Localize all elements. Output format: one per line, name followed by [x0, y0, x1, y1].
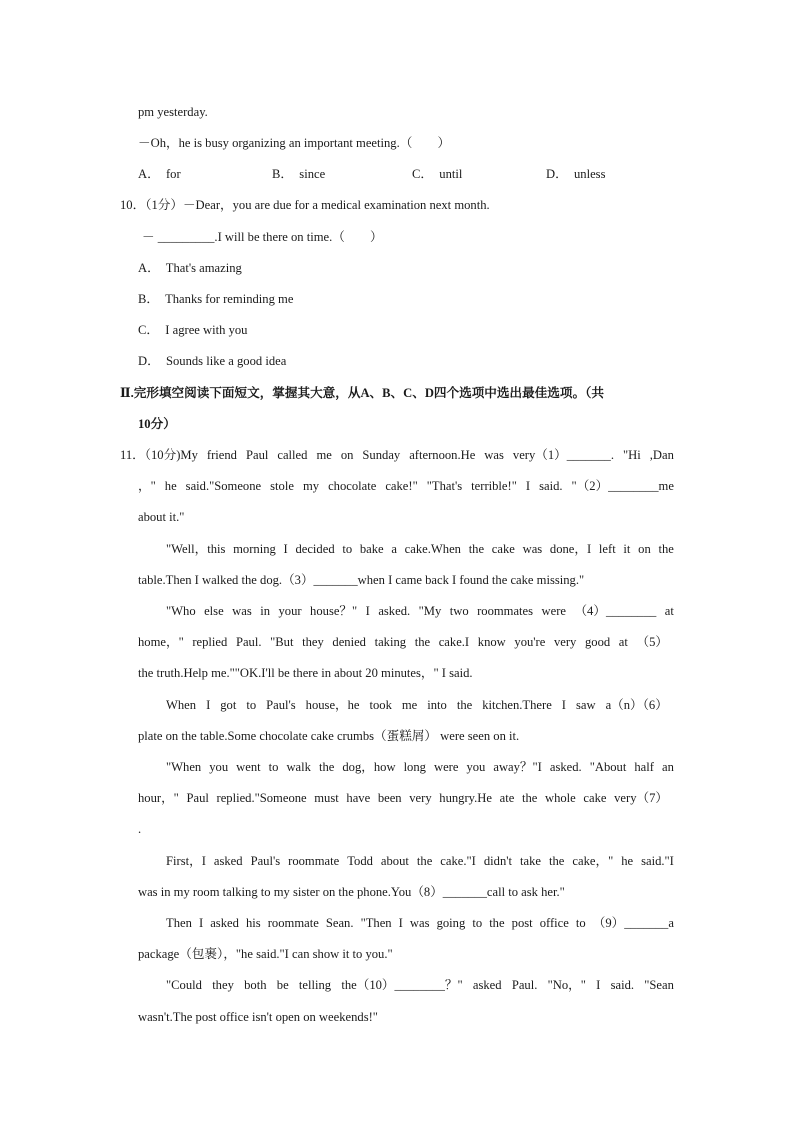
passage-line: about it." [138, 510, 185, 524]
section-heading-cont: 10分） [138, 417, 176, 431]
q10-option-d: D． Sounds like a good idea [138, 354, 287, 368]
passage-line: home，" replied Paul. "But they denied taking the cake.I know you're very good at （5） [138, 635, 668, 649]
q10-response-line: － _________.I will be there on time.（ ） [142, 230, 383, 244]
q9-option-c: C． until [412, 167, 463, 181]
passage-line: "Could they both be telling the（10）________？" asked Paul. "No，" I said. "Sean [166, 978, 674, 992]
q9-response-line: －Oh，he is busy organizing an important meeting.（ ） [138, 136, 451, 150]
q10-option-a: A． That's amazing [138, 261, 242, 275]
passage-line: table.Then I walked the dog.（3）_______when I came back I found the cake missing." [138, 573, 585, 587]
passage-line: When I got to Paul's house，he took me into the kitchen.There I saw a（n）（6） [166, 698, 668, 712]
passage-line: hour，" Paul replied."Someone must have been very hungry.He ate the whole cake very（7） [138, 791, 668, 805]
passage-line: First，I asked Paul's roommate Todd about the cake."I didn't take the cake，" he said."I [166, 854, 674, 868]
passage-line: 11．（10分)My friend Paul called me on Sunday afternoon.He was very（1）_______. "Hi ,Dan [120, 448, 674, 462]
q10-option-c: C． I agree with you [138, 323, 248, 337]
passage-line: "Who else was in your house？" I asked. "My two roommates were （4）________ at [166, 604, 674, 618]
q9-option-a: A． for [138, 167, 181, 181]
q10-stem: 10．（1分）－Dear，you are due for a medical examination next month. [120, 198, 490, 212]
passage-line: Then I asked his roommate Sean. "Then I was going to the post office to （9）_______a [166, 916, 674, 930]
passage-line: was in my room talking to my sister on the phone.You（8）_______call to ask her." [138, 885, 565, 899]
passage-line: package（包裹），"he said."I can show it to you." [138, 947, 393, 961]
passage-line: "When you went to walk the dog，how long were you away？"I asked. "About half an [166, 760, 674, 774]
passage-line: . [138, 822, 142, 836]
q9-option-b: B． since [272, 167, 326, 181]
q9-option-d: D． unless [546, 167, 606, 181]
passage-line: "Well，this morning I decided to bake a cake.When the cake was done，I left it on the [166, 542, 674, 556]
passage-line: the truth.Help me.""OK.I'll be there in about 20 minutes，" I said. [138, 666, 473, 680]
section-heading: Ⅱ.完形填空阅读下面短文，掌握其大意，从A、B、C、D四个选项中选出最佳选项。（共 [120, 386, 604, 400]
q9-stem-continuation: pm yesterday. [138, 105, 208, 119]
passage-line: plate on the table.Some chocolate cake crumbs（蛋糕屑） were seen on it. [138, 729, 520, 743]
passage-line: wasn't.The post office isn't open on weekends!" [138, 1010, 378, 1024]
passage-line: ，" he said."Someone stole my chocolate cake!" "That's terrible!" I said. "（2）________me [138, 479, 674, 493]
q10-option-b: B． Thanks for reminding me [138, 292, 294, 306]
